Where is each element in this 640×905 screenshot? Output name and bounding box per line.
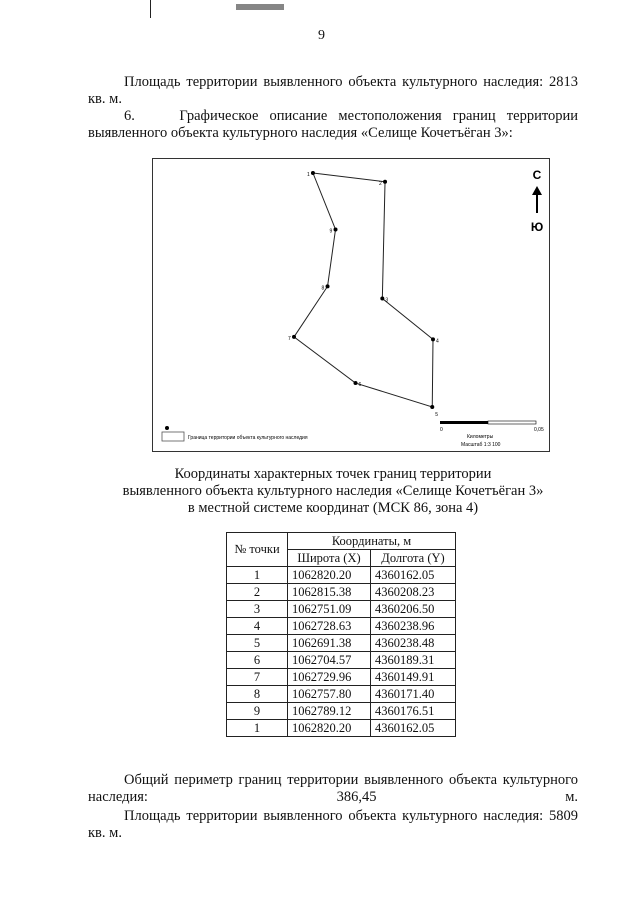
- scan-mark: [236, 4, 284, 10]
- boundary-map: [152, 158, 550, 452]
- longitude-cell: 4360149.91: [371, 669, 456, 686]
- point-number-cell: 4: [227, 618, 288, 635]
- page-number: 9: [318, 28, 325, 43]
- longitude-cell: 4360189.31: [371, 652, 456, 669]
- south-label: Ю: [530, 220, 544, 234]
- scalebar-end: 0,05: [534, 427, 544, 433]
- boundary-point: [354, 381, 358, 385]
- area-text-2: Площадь территории выявленного объекта культурного наследия: 5809 кв. м.: [88, 808, 578, 841]
- point-label: 7: [288, 335, 291, 342]
- area-paragraph-2: [88, 808, 578, 842]
- boundary-point: [380, 297, 384, 301]
- point-label: 5: [435, 412, 439, 418]
- point-label: 8: [321, 285, 325, 292]
- col-point-header: № точки: [227, 533, 288, 567]
- legend-swatch: [162, 432, 184, 441]
- table-row: [227, 601, 456, 618]
- table-row: [227, 584, 456, 601]
- table-row: [227, 703, 456, 720]
- point-label: 3: [385, 297, 389, 304]
- table-row: [227, 686, 456, 703]
- perimeter-text: Общий периметр границ территории выявленного объекта культурного наследия: 386,45 м.: [88, 772, 578, 805]
- section-text: Графическое описание местоположения границ территории выявленного объекта культурного наследия «Селище Кочетъёган 3»:: [88, 108, 578, 141]
- point-label: 1: [306, 172, 310, 178]
- table-row: [227, 652, 456, 669]
- coordinates-table: [226, 532, 456, 737]
- scalebar: [440, 421, 544, 448]
- point-number-cell: 1: [227, 567, 288, 584]
- map-scale: Масштаб 1:3 100: [461, 442, 501, 448]
- point-number-cell: 8: [227, 686, 288, 703]
- longitude-cell: 4360162.05: [371, 720, 456, 737]
- latitude-cell: 1062820.20: [288, 567, 371, 584]
- boundary-point: [431, 337, 435, 341]
- table-row: [227, 635, 456, 652]
- coordinates-table-body: [227, 567, 456, 737]
- scan-mark: [150, 0, 151, 18]
- table-row: [227, 669, 456, 686]
- point-label: 4: [436, 338, 439, 345]
- legend-text: Граница территории объекта культурного наследия: [188, 435, 308, 441]
- point-number-cell: 6: [227, 652, 288, 669]
- longitude-cell: 4360176.51: [371, 703, 456, 720]
- boundary-line: [294, 173, 433, 407]
- latitude-cell: 1062789.12: [288, 703, 371, 720]
- longitude-cell: 4360171.40: [371, 686, 456, 703]
- point-number-cell: 9: [227, 703, 288, 720]
- area-text-1: Площадь территории выявленного объекта культурного наследия: 2813 кв. м.: [88, 74, 578, 107]
- boundary-polygon-group: [288, 171, 439, 418]
- boundary-point: [292, 335, 296, 339]
- point-number-cell: 2: [227, 584, 288, 601]
- boundary-point: [334, 227, 338, 231]
- table-row: [227, 720, 456, 737]
- point-number-cell: 3: [227, 601, 288, 618]
- longitude-cell: 4360238.48: [371, 635, 456, 652]
- scalebar-units: Километры: [467, 434, 494, 440]
- latitude-cell: 1062691.38: [288, 635, 371, 652]
- area-paragraph-1: [88, 74, 578, 108]
- longitude-cell: 4360238.96: [371, 618, 456, 635]
- latitude-cell: 1062751.09: [288, 601, 371, 618]
- map-svg: [153, 159, 551, 453]
- col-lat-header: Широта (X): [288, 550, 371, 567]
- latitude-cell: 1062729.96: [288, 669, 371, 686]
- section-number: 6.: [124, 108, 135, 124]
- point-number-cell: 1: [227, 720, 288, 737]
- boundary-point: [311, 171, 315, 175]
- latitude-cell: 1062704.57: [288, 652, 371, 669]
- caption-line-2: выявленного объекта культурного наследия «Селище Кочетъёган 3»: [122, 483, 544, 499]
- longitude-cell: 4360206.50: [371, 601, 456, 618]
- legend-point-icon: [165, 426, 169, 430]
- point-number-cell: 5: [227, 635, 288, 652]
- longitude-cell: 4360208.23: [371, 584, 456, 601]
- col-lon-header: Долгота (Y): [371, 550, 456, 567]
- north-arrow-icon: [532, 186, 542, 213]
- caption-line-1: Координаты характерных точек границ территории: [174, 466, 492, 482]
- north-label: С: [532, 168, 542, 182]
- scalebar-zero: 0: [440, 427, 443, 433]
- latitude-cell: 1062815.38: [288, 584, 371, 601]
- col-coords-header: Координаты, м: [288, 533, 456, 550]
- caption-line-3: в местной системе координат (МСК 86, зона 4): [187, 500, 479, 516]
- table-row: [227, 618, 456, 635]
- boundary-point: [430, 405, 434, 409]
- longitude-cell: 4360162.05: [371, 567, 456, 584]
- point-label: 2: [379, 180, 382, 187]
- latitude-cell: 1062820.20: [288, 720, 371, 737]
- perimeter-paragraph: [88, 772, 578, 806]
- point-label: 6: [358, 382, 362, 389]
- point-label: 9: [329, 228, 333, 235]
- boundary-point: [326, 284, 330, 288]
- table-row: [227, 567, 456, 584]
- boundary-point: [383, 180, 387, 184]
- latitude-cell: 1062728.63: [288, 618, 371, 635]
- point-number-cell: 7: [227, 669, 288, 686]
- latitude-cell: 1062757.80: [288, 686, 371, 703]
- legend: [162, 426, 308, 441]
- section-6-paragraph: [88, 108, 578, 142]
